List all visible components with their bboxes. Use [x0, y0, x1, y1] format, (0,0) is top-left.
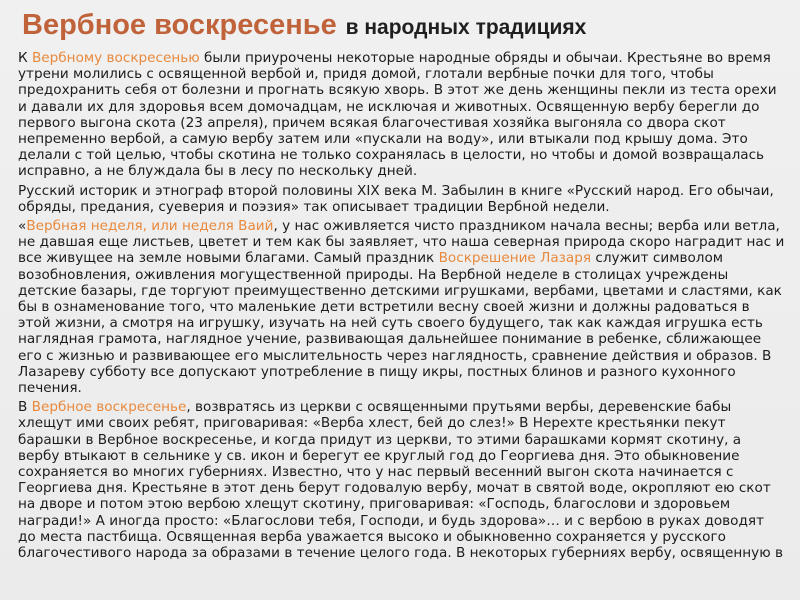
highlighted-term: Вербная неделя, или неделя Ваий [26, 218, 274, 235]
highlighted-term: Вербному воскресенью [31, 50, 200, 66]
body-text [18, 50, 786, 600]
slide-title [22, 6, 790, 42]
paragraph [18, 183, 786, 215]
paragraph [18, 399, 786, 561]
paragraph [18, 50, 786, 180]
highlighted-term: Вербное воскресенье [31, 399, 187, 416]
title-subtitle: в народных традициях [345, 16, 587, 39]
paragraph-text: « [18, 218, 27, 235]
paragraph-text: Русский историк и этнограф второй половины XIX века М. Забылин в книге «Русский народ. Его обычаи, обряды, предания, суеверия и поэзия» так описывает традиции Вербной недели. [18, 182, 774, 215]
paragraph [18, 218, 786, 396]
highlighted-term: Воскрешение Лазаря [438, 250, 592, 267]
paragraph-text: служит символом возобновления, оживления могущественной природы. На Вербной неделе в столицах учреждены детские базары, где торгуют преимущественно детскими игрушками, вербами, цветами и сластями, как бы в ознаменование того, что маленькие дети встретили весну своей жизни и должны радоваться в этой жизни, а смотря на игрушку, изучать на ней суть своего будущего, так как каждая игрушка есть наглядная грамота, наглядное учение, развивающая дальнейшее понимание в ребенке, сближающее его с жизнью и развивающее его мыслительность через наглядность, сравнение действия и образов. В Лазареву субботу все допускают употребление в пищу икры, постных блинов и разного кухонного печения. [18, 250, 782, 397]
title-main: Вербное воскресенье [22, 9, 337, 41]
paragraph-text: В [18, 399, 32, 416]
paragraph-text: , возвратясь из церкви с освященными прутьями вербы, деревенские бабы хлещут ими своих ребят, приговаривая: «Верба хлест, бей до слез!» В Нерехте крестьянки пекут барашки в Вербное воскресенье, и когда придут из церкви, то этими барашками кормят скотину, а вербу втыкают в сельнике у св. икон и берегут ее круглый год до Георгиева дня. Это обыкновение сохраняется во многих губерниях. Известно, что у нас первый весенний выгон скота начинается с Георгиева дня. Крестьяне в этот день берут годовалую вербу, мочат в святой воде, окропляют ею скот на дворе и потом этою вербою хлещут скотину, приговаривая: «Господь, благослови и здоровьем награди!» А иногда просто: «Благослови тебя, Господи, и будь здорова»… и с вербою в руках доводят до места пастбища. Освященная верба уважается высоко и обыкновенно сохраняется у русского благочестивого народа за образами в течение целого года. В некоторых губерниях вербу, освященную в [18, 399, 783, 562]
paragraph-text: были приурочены некоторые народные обряды и обычаи. Крестьяне во время утрени молились с освященной вербой и, придя домой, глотали вербные почки для того, чтобы предохранить себя от болезни и прогнать всякую хворь. В этот же день женщины пекли из теста орехи и давали их для здоровья всем домочадцам, не исключая и животных. Освященную вербу берегли до первого выгона скота (23 апреля), причем всякая благочестивая хозяйка выгоняла со двора скот непременно вербой, а самую вербу затем или «пускали на воду», или втыкали под крышу дома. Это делали с той целью, чтобы скотина не только сохранялась в целости, но чтобы и домой возвращалась исправно, а не блуждала бы в лесу по нескольку дней. [18, 50, 777, 180]
paragraph-text: , у нас оживляется чисто праздником начала весны; верба или ветла, не давшая еще листьев, цветет и тем как бы заявляет, что наша северная природа скоро наградит нас и все живущее на земле новыми благами. Самый праздник [18, 218, 785, 267]
paragraph-text: К [18, 50, 32, 66]
